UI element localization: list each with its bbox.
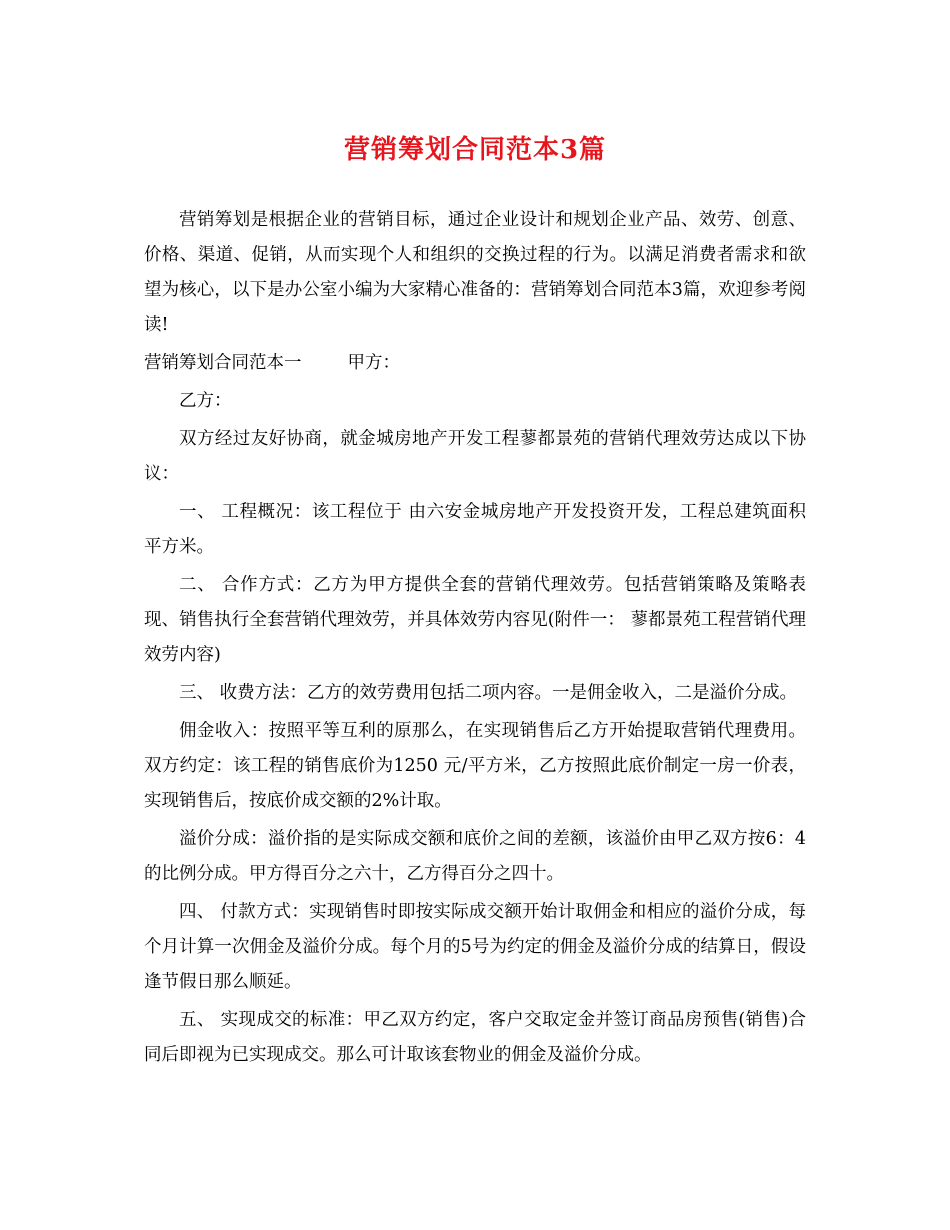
clause-cooperation-mode: 二、 合作方式：乙方为甲方提供全套的营销代理效劳。包括营销策略及策略表现、销售执行全套营销代理效劳，并具体效劳内容见(附件一： 蓼都景苑工程营销代理效劳内容) (144, 575, 806, 665)
clause-payment-method: 四、 付款方式：实现销售时即按实际成交额开始计取佣金和相应的溢价分成，每个月计算一次佣金及溢价分成。每个月的5号为约定的佣金及溢价分成的结算日，假设逢节假日那么顺延。 (144, 902, 806, 992)
document-body (144, 203, 806, 1076)
agreement-paragraph: 双方经过友好协商，就金城房地产开发工程蓼都景苑的营销代理效劳达成以下协议： (144, 429, 806, 484)
intro-paragraph: 营销筹划是根据企业的营销目标，通过企业设计和规划企业产品、效劳、创意、价格、渠道、促销，从而实现个人和组织的交换过程的行为。以满足消费者需求和欲望为核心，以下是办公室小编为大家精心准备的：营销筹划合同范本3篇，欢迎参考阅读! (144, 210, 806, 335)
clause-project-overview: 一、 工程概况：该工程位于 由六安金城房地产开发投资开发，工程总建筑面积 平方米。 (144, 502, 806, 557)
clause-premium-share: 溢价分成：溢价指的是实际成交额和底价之间的差额，该溢价由甲乙双方按6：4的比例分成。甲方得百分之六十，乙方得百分之四十。 (144, 829, 806, 884)
party-a-label: 甲方： (347, 353, 400, 373)
clause-fee-method: 三、 收费方法：乙方的效劳费用包括二项内容。一是佣金收入，二是溢价分成。 (179, 683, 798, 703)
document-title: 营销筹划合同范本3篇 (343, 135, 607, 165)
clause-commission-income: 佣金收入：按照平等互利的原那么，在实现销售后乙方开始提取营销代理费用。双方约定：该工程的销售底价为1250 元/平方米，乙方按照此底价制定一房一价表，实现销售后，按底价成交额的2%计取。 (144, 721, 806, 811)
section-heading-line (144, 346, 806, 381)
section-heading: 营销筹划合同范本一 (144, 353, 302, 373)
party-b-label: 乙方： (179, 391, 232, 411)
clause-transaction-standard: 五、 实现成交的标准：甲乙双方约定，客户交取定金并签订商品房预售(销售)合同后即视为已实现成交。那么可计取该套物业的佣金及溢价分成。 (144, 1010, 806, 1065)
